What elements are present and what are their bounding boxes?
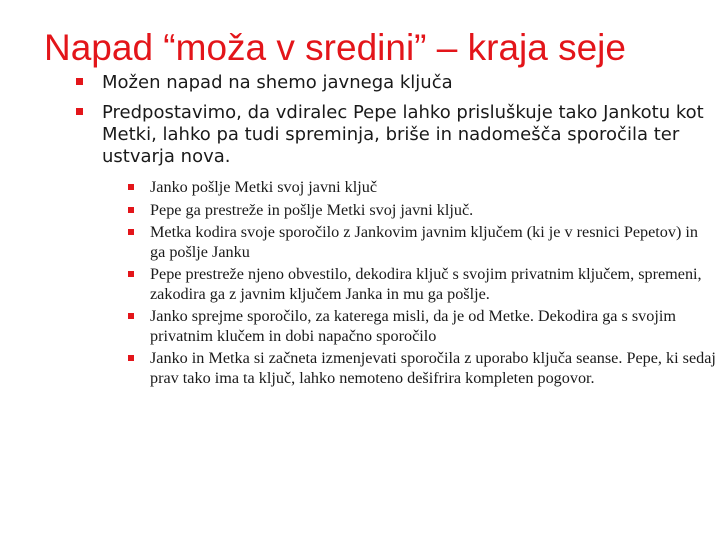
- slide-body: [76, 72, 716, 396]
- square-bullet-icon: [76, 108, 83, 115]
- square-bullet-icon: [128, 184, 134, 190]
- sub-bullet-text: Pepe ga prestreže in pošlje Metki svoj javni ključ.: [150, 200, 474, 219]
- bullet-text: Predpostavimo, da vdiralec Pepe lahko prisluškuje tako Jankotu kot Metki, lahko pa tudi spreminja, briše in nadomešča sporočila ter ustvarja nova.: [102, 102, 704, 167]
- square-bullet-icon: [128, 271, 134, 277]
- sub-bullet-text: Pepe prestreže njeno obvestilo, dekodira ključ s svojim privatnim ključem, spremeni, zakodira ga z javnim ključem Janka in mu ga pošlje.: [150, 265, 702, 303]
- bullet-item: [76, 72, 716, 94]
- sub-bullet-text: Janko pošlje Metki svoj javni ključ: [150, 178, 378, 196]
- square-bullet-icon: [128, 313, 134, 319]
- slide-title: Napad “moža v sredini” – kraja seje: [44, 27, 626, 68]
- sub-bullet-item: [128, 307, 716, 346]
- bullet-text: Možen napad na shemo javnega ključa: [102, 72, 453, 93]
- sub-bullet-item: [128, 265, 716, 304]
- sub-bullet-item: [128, 178, 716, 198]
- sub-bullet-text: Metka kodira svoje sporočilo z Jankovim javnim ključem (ki je v resnici Pepetov) in ga pošlje Janku: [150, 223, 699, 261]
- bullet-list: [76, 72, 716, 388]
- square-bullet-icon: [128, 229, 134, 235]
- sub-bullet-text: Janko sprejme sporočilo, za katerega misli, da je od Metke. Dekodira ga s svojim privatnim klučem in dobi napačno sporočilo: [150, 307, 676, 345]
- sub-bullet-item: [128, 349, 716, 388]
- bullet-item: [76, 102, 716, 388]
- square-bullet-icon: [128, 355, 134, 361]
- sub-bullet-text: Janko in Metka si začneta izmenjevati sporočila z uporabo ključa seanse. Pepe, ki sedaj prav tako ima ta ključ, lahko nemoteno dešifrira kompleten pogovor.: [150, 349, 716, 387]
- square-bullet-icon: [76, 78, 83, 85]
- square-bullet-icon: [128, 207, 134, 213]
- sub-bullet-item: [128, 201, 716, 221]
- sub-bullet-list: [102, 178, 716, 388]
- sub-bullet-item: [128, 223, 716, 262]
